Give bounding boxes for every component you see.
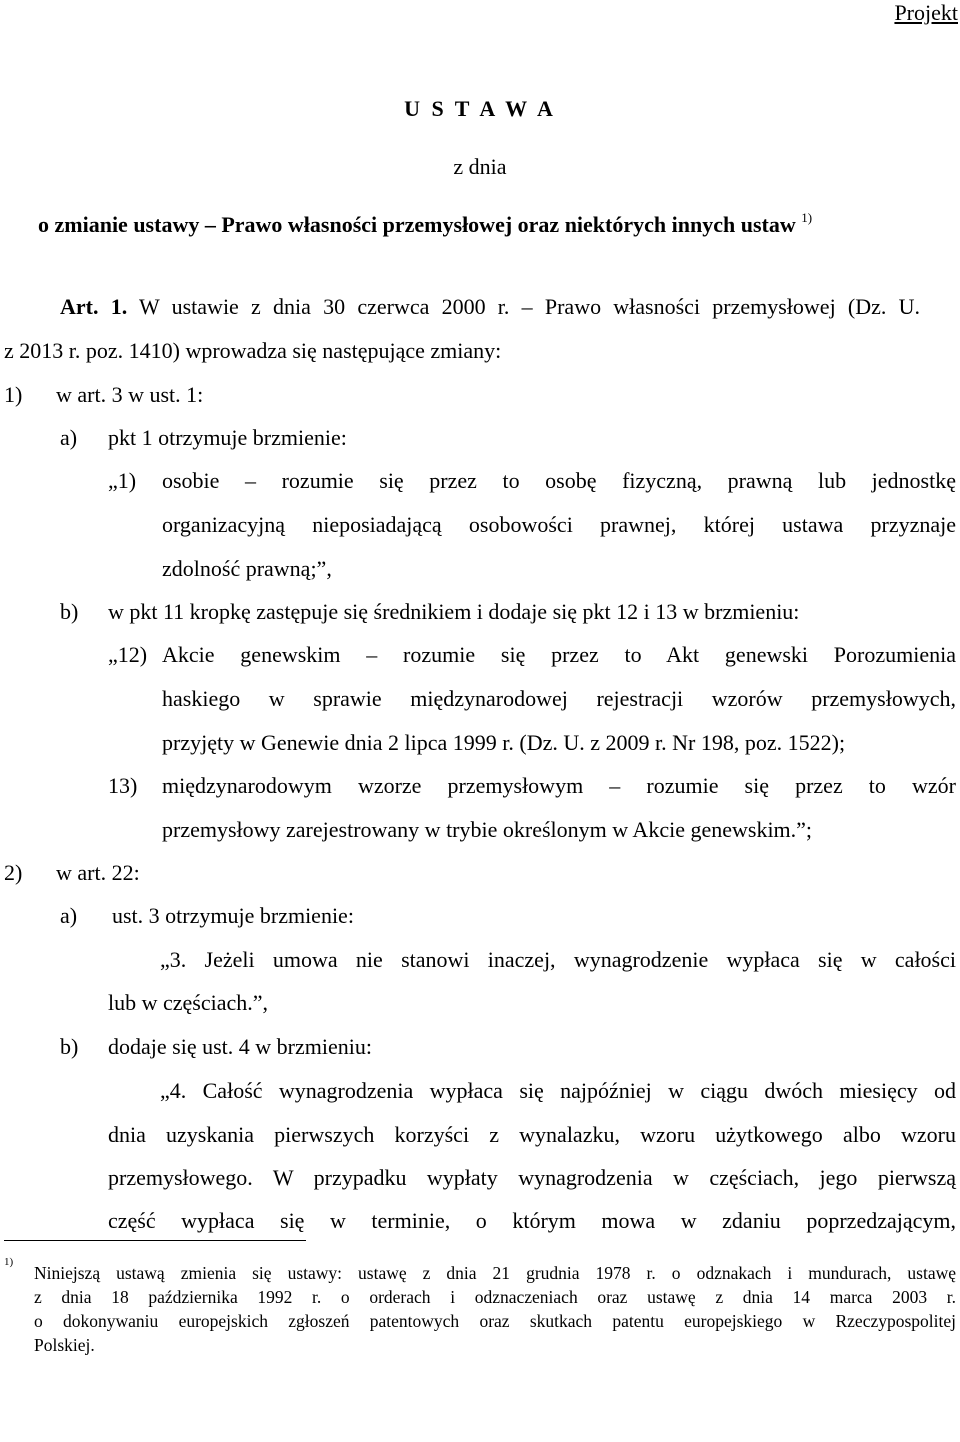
item-2a-num: a) [60, 903, 78, 928]
footnote-line-3: o dokonywaniu europejskich zgłoszeń patentowych oraz skutkach patentu europejskiego w Rzeczypospolitej [34, 1311, 956, 1331]
quote-13-line-1: międzynarodowym wzorze przemysłowym – rozumie się przez to wzór [162, 773, 956, 798]
footnote-separator [4, 1240, 306, 1241]
quote-1-line-3: zdolność prawną;”, [162, 556, 332, 581]
art1-line-2: z 2013 r. poz. 1410) wprowadza się następujące zmiany: [4, 338, 502, 363]
quote-13-num: 13) [108, 773, 138, 798]
art1-line-1-text: W ustawie z dnia 30 czerwca 2000 r. – Prawo własności przemysłowej (Dz. U. [139, 294, 920, 319]
item-1-text: w art. 3 w ust. 1: [56, 382, 204, 407]
quote-4-line-4: część wypłaca się w terminie, o którym mowa w zdaniu poprzedzającym, [108, 1208, 956, 1233]
quote-12-line-2: haskiego w sprawie międzynarodowej rejestracji wzorów przemysłowych, [162, 686, 956, 711]
item-2a-text: ust. 3 otrzymuje brzmienie: [112, 903, 354, 928]
quote-1-num: „1) [108, 468, 137, 493]
footnote-line-4: Polskiej. [34, 1335, 95, 1355]
document-date: z dnia [453, 154, 507, 179]
document-subject [38, 210, 812, 238]
art1-label: Art. 1. [60, 294, 128, 319]
projekt-label: Projekt [894, 0, 958, 25]
item-1a-num: a) [60, 425, 78, 450]
quote-1-line-2: organizacyjną nieposiadającą osobowości prawnej, której ustawa przyznaje [162, 512, 956, 537]
art1-line-1 [60, 294, 920, 320]
item-2b-num: b) [60, 1034, 79, 1059]
quote-1-line-1: osobie – rozumie się przez to osobę fizyczną, prawną lub jednostkę [162, 468, 956, 493]
footnote-line-2: z dnia 18 października 1992 r. o orderach i odznaczeniach oraz ustawę z dnia 14 marca 2003 r. [34, 1287, 956, 1307]
quote-12-num: „12) [108, 642, 148, 667]
item-2-text: w art. 22: [56, 860, 140, 885]
quote-13-line-2: przemysłowy zarejestrowany w trybie określonym w Akcie genewskim.”; [162, 817, 813, 842]
footnote-reference: 1) [801, 210, 813, 225]
quote-4-line-1: „4. Całość wynagrodzenia wypłaca się najpóźniej w ciągu dwóch miesięcy od [160, 1078, 956, 1103]
item-1a-text: pkt 1 otrzymuje brzmienie: [108, 425, 347, 450]
quote-4-line-3: przemysłowego. W przypadku wypłaty wynagrodzenia w częściach, jego pierwszą [108, 1165, 956, 1190]
quote-12-line-3: przyjęty w Genewie dnia 2 lipca 1999 r. (Dz. U. z 2009 r. Nr 198, poz. 1522); [162, 730, 846, 755]
item-1b-num: b) [60, 599, 79, 624]
item-1-num: 1) [4, 382, 23, 407]
document-title: U S T A W A [404, 96, 556, 121]
quote-3-line-2: lub w częściach.”, [108, 990, 269, 1015]
item-1b-text: w pkt 11 kropkę zastępuje się średnikiem i dodaje się pkt 12 i 13 w brzmieniu: [108, 599, 800, 624]
quote-3-line-1: „3. Jeżeli umowa nie stanowi inaczej, wynagrodzenie wypłaca się w całości [160, 947, 956, 972]
quote-12-line-1: Akcie genewskim – rozumie się przez to Akt genewski Porozumienia [162, 642, 956, 667]
footnote-line-1: Niniejszą ustawą zmienia się ustawy: ustawę z dnia 21 grudnia 1978 r. o odznakach i mundurach, ustawę [34, 1263, 956, 1283]
footnote-mark: 1) [4, 1256, 14, 1268]
item-2-num: 2) [4, 860, 23, 885]
subject-text: o zmianie ustawy – Prawo własności przemysłowej oraz niektórych innych ustaw [38, 212, 796, 237]
item-2b-text: dodaje się ust. 4 w brzmieniu: [108, 1034, 372, 1059]
quote-4-line-2: dnia uzyskania pierwszych korzyści z wynalazku, wzoru użytkowego albo wzoru [108, 1122, 956, 1147]
